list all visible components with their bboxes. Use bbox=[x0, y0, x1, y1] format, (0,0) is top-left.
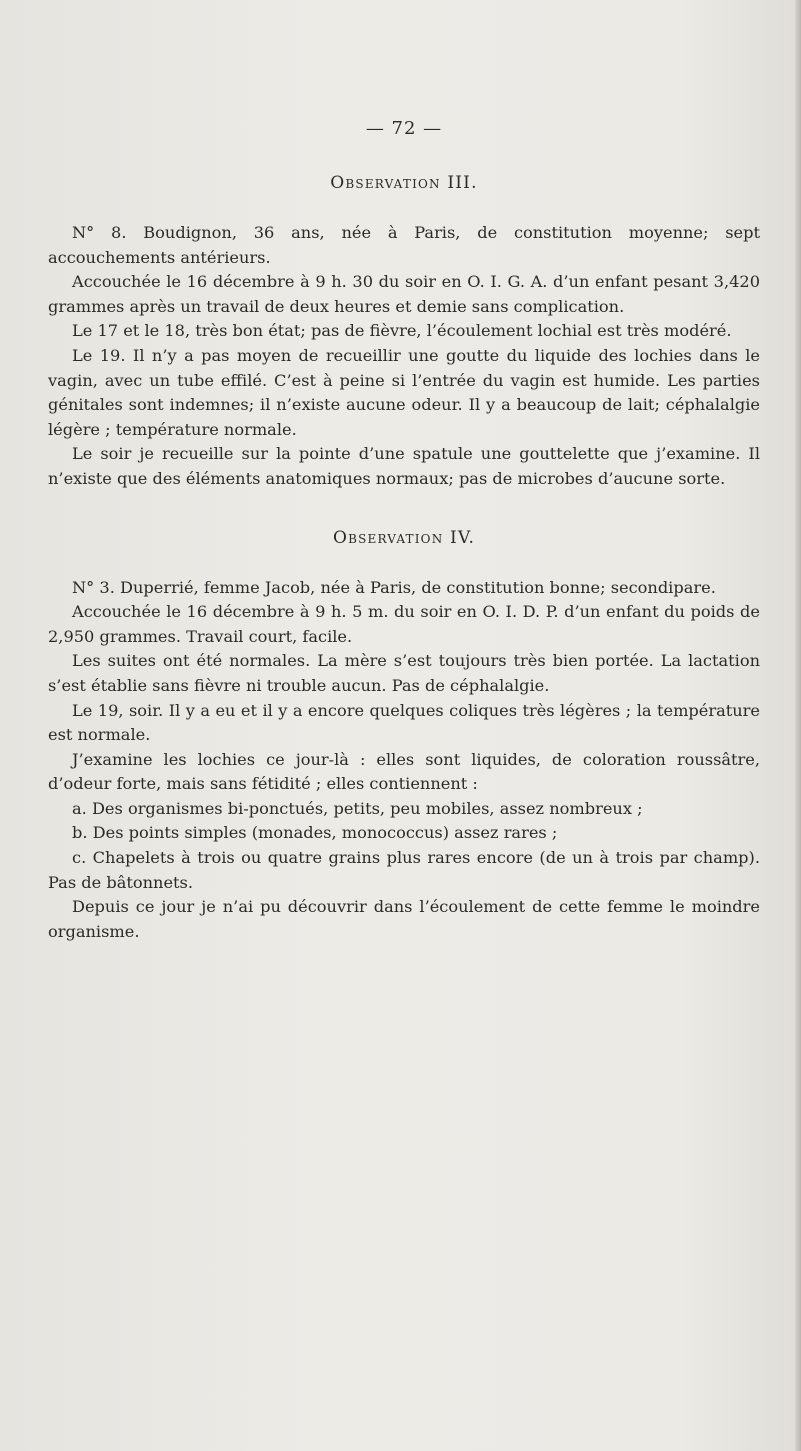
paragraph: Depuis ce jour je n’ai pu découvrir dans l’écoulement de cette femme le moindre organisme. bbox=[48, 897, 760, 941]
paragraph: a. Des organismes bi-ponctués, petits, peu mobiles, assez nombreux ; bbox=[72, 798, 643, 818]
paragraph: Les suites ont été normales. La mère s’est toujours très bien portée. La lactation s’est établie sans fièvre ni trouble aucun. Pas de céphalalgie. bbox=[48, 651, 760, 695]
paragraph: Accouchée le 16 décembre à 9 h. 5 m. du soir en O. I. D. P. d’un enfant du poids de 2,950 grammes. Travail court, facile. bbox=[48, 602, 760, 646]
section-heading-observation-iii: Observation III. bbox=[330, 173, 478, 193]
paragraph: N° 8. Boudignon, 36 ans, née à Paris, de constitution moyenne; sept accouchements antérieurs. bbox=[48, 223, 760, 267]
page-content bbox=[48, 118, 760, 944]
paragraph: Le soir je recueille sur la pointe d’une spatule une gouttelette que j’examine. Il n’existe que des éléments anatomiques normaux; pas de microbes d’aucune sorte. bbox=[48, 444, 760, 488]
paragraph: b. Des points simples (monades, monococcus) assez rares ; bbox=[72, 823, 558, 843]
paragraph: Le 19, soir. Il y a eu et il y a encore quelques coliques très légères ; la température est normale. bbox=[48, 700, 760, 745]
paragraph: Le 19. Il n’y a pas moyen de recueillir une goutte du liquide des lochies dans le vagin, avec un tube effilé. C’est à peine si l’entrée du vagin est humide. Les parties génitales sont indemnes; il n’existe aucune odeur. Il y a beaucoup de lait; céphalalgie légère ; température normale. bbox=[48, 345, 760, 439]
section-heading-observation-iv: Observation IV. bbox=[332, 527, 476, 548]
paragraph: J’examine les lochies ce jour-là : elles sont liquides, de coloration roussâtre, d’odeur forte, mais sans fétidité ; elles contiennent : bbox=[48, 749, 760, 794]
paragraph: Le 17 et le 18, très bon état; pas de fièvre, l’écoulement lochial est très modéré. bbox=[72, 321, 732, 341]
paragraph: N° 3. Duperrié, femme Jacob, née à Paris, de constitution bonne; secondipare. bbox=[72, 577, 716, 597]
paragraph: Accouchée le 16 décembre à 9 h. 30 du soir en O. I. G. A. d’un enfant pesant 3,420 grammes après un travail de deux heures et demie sans complication. bbox=[48, 272, 760, 316]
page-number: — 72 — bbox=[365, 118, 443, 139]
paragraph: c. Chapelets à trois ou quatre grains plus rares encore (de un à trois par champ). Pas de bâtonnets. bbox=[48, 848, 760, 892]
page-spine-shadow bbox=[795, 0, 801, 1451]
